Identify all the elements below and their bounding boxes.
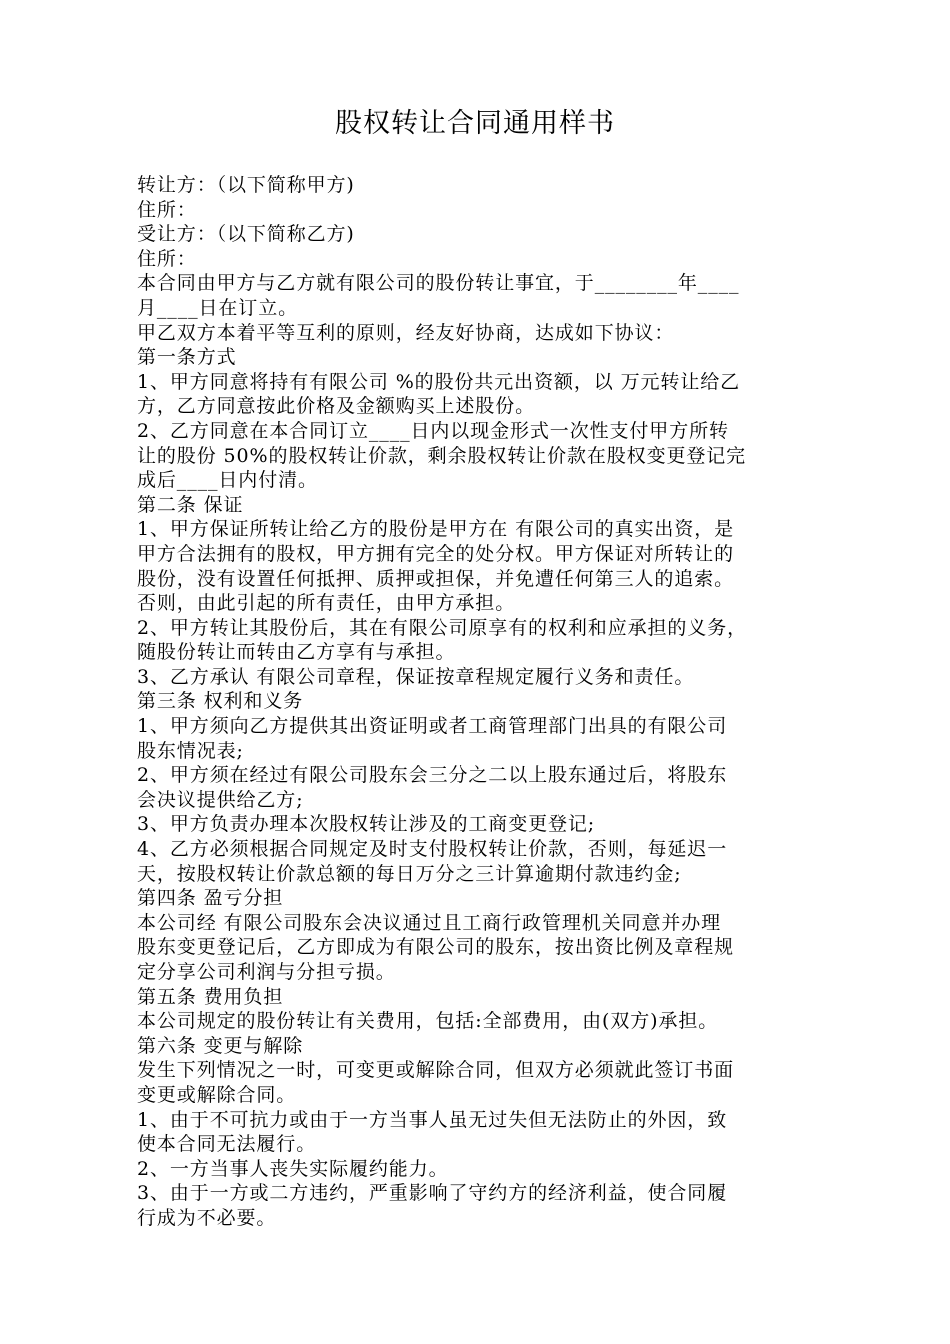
text-line: 2、乙方同意在本合同订立____日内以现金形式一次性支付甲方所转 [137, 419, 729, 442]
text-line: 1、甲方同意将持有有限公司 %的股份共元出资额，以 万元转让给乙 [137, 370, 741, 393]
text-line: 本公司经 有限公司股东会决议通过且工商行政管理机关同意并办理 [137, 911, 722, 934]
text-line: 3、由于一方或二方违约，严重影响了守约方的经济利益，使合同履 [137, 1182, 728, 1205]
text-line: 第二条 保证 [137, 493, 244, 516]
text-line: 第四条 盈亏分担 [137, 887, 284, 910]
text-line: 2、甲方须在经过有限公司股东会三分之二以上股东通过后，将股东 [137, 764, 728, 787]
text-line: 第五条 费用负担 [137, 985, 284, 1008]
text-line: 股份，没有设置任何抵押、质押或担保，并免遭任何第三人的追索。 [137, 567, 735, 590]
text-line: 3、乙方承认 有限公司章程，保证按章程规定履行义务和责任。 [137, 665, 695, 688]
text-line: 甲方合法拥有的股权，甲方拥有完全的处分权。甲方保证对所转让的 [137, 542, 735, 565]
text-line: 第一条方式 [137, 346, 237, 369]
text-line: 第六条 变更与解除 [137, 1034, 304, 1057]
text-line: 受让方：（以下简称乙方) [137, 223, 355, 246]
text-line: 行成为不必要。 [137, 1206, 277, 1229]
text-line: 随股份转让而转由乙方享有与承担。 [137, 641, 456, 664]
text-line: 转让方：（以下简称甲方) [137, 174, 355, 196]
text-line: 住所： [137, 247, 197, 270]
document-body [137, 173, 827, 1231]
text-line: 甲乙双方本着平等互利的原则，经友好协商，达成如下协议： [137, 321, 675, 344]
text-line: 股东变更登记后，乙方即成为有限公司的股东，按出资比例及章程规 [137, 936, 735, 959]
text-line: 会决议提供给乙方; [137, 788, 304, 811]
text-line: 4、乙方必须根据合同规定及时支付股权转让价款，否则，每延迟一 [137, 838, 728, 861]
text-line: 本合同由甲方与乙方就有限公司的股份转让事宜，于________年____ [137, 272, 740, 295]
text-line: 2、一方当事人丧失实际履约能力。 [137, 1157, 449, 1180]
text-line: 本公司规定的股份转让有关费用，包括:全部费用，由(双方)承担。 [137, 1010, 719, 1033]
text-line: 3、甲方负责办理本次股权转让涉及的工商变更登记; [137, 813, 596, 836]
text-line: 1、甲方保证所转让给乙方的股份是甲方在 有限公司的真实出资，是 [137, 518, 735, 541]
text-line: 方，乙方同意按此价格及金额购买上述股份。 [137, 395, 536, 418]
text-line: 第三条 权利和义务 [137, 690, 304, 713]
text-line: 使本合同无法履行。 [137, 1133, 317, 1156]
text-line: 让的股份 50%的股权转让价款，剩余股权转让价款在股权变更登记完 [137, 444, 747, 467]
text-line: 变更或解除合同。 [137, 1083, 297, 1106]
text-line: 否则，由此引起的所有责任，由甲方承担。 [137, 592, 516, 615]
text-line: 2、甲方转让其股份后，其在有限公司原享有的权利和应承担的义务， [137, 616, 747, 639]
document-title: 股权转让合同通用样书 [335, 108, 615, 139]
text-line: 股东情况表; [137, 739, 244, 762]
text-line: 1、由于不可抗力或由于一方当事人虽无过失但无法防止的外因，致 [137, 1108, 728, 1131]
text-line: 住所： [137, 198, 197, 221]
text-line: 发生下列情况之一时，可变更或解除合同，但双方必须就此签订书面 [137, 1059, 735, 1082]
text-line: 天，按股权转让价款总额的每日万分之三计算逾期付款违约金; [137, 862, 682, 885]
text-line: 月____日在订立。 [137, 296, 299, 319]
text-line: 定分享公司利润与分担亏损。 [137, 961, 396, 983]
text-line: 1、甲方须向乙方提供其出资证明或者工商管理部门出具的有限公司 [137, 715, 728, 738]
text-line: 成后____日内付清。 [137, 469, 318, 492]
